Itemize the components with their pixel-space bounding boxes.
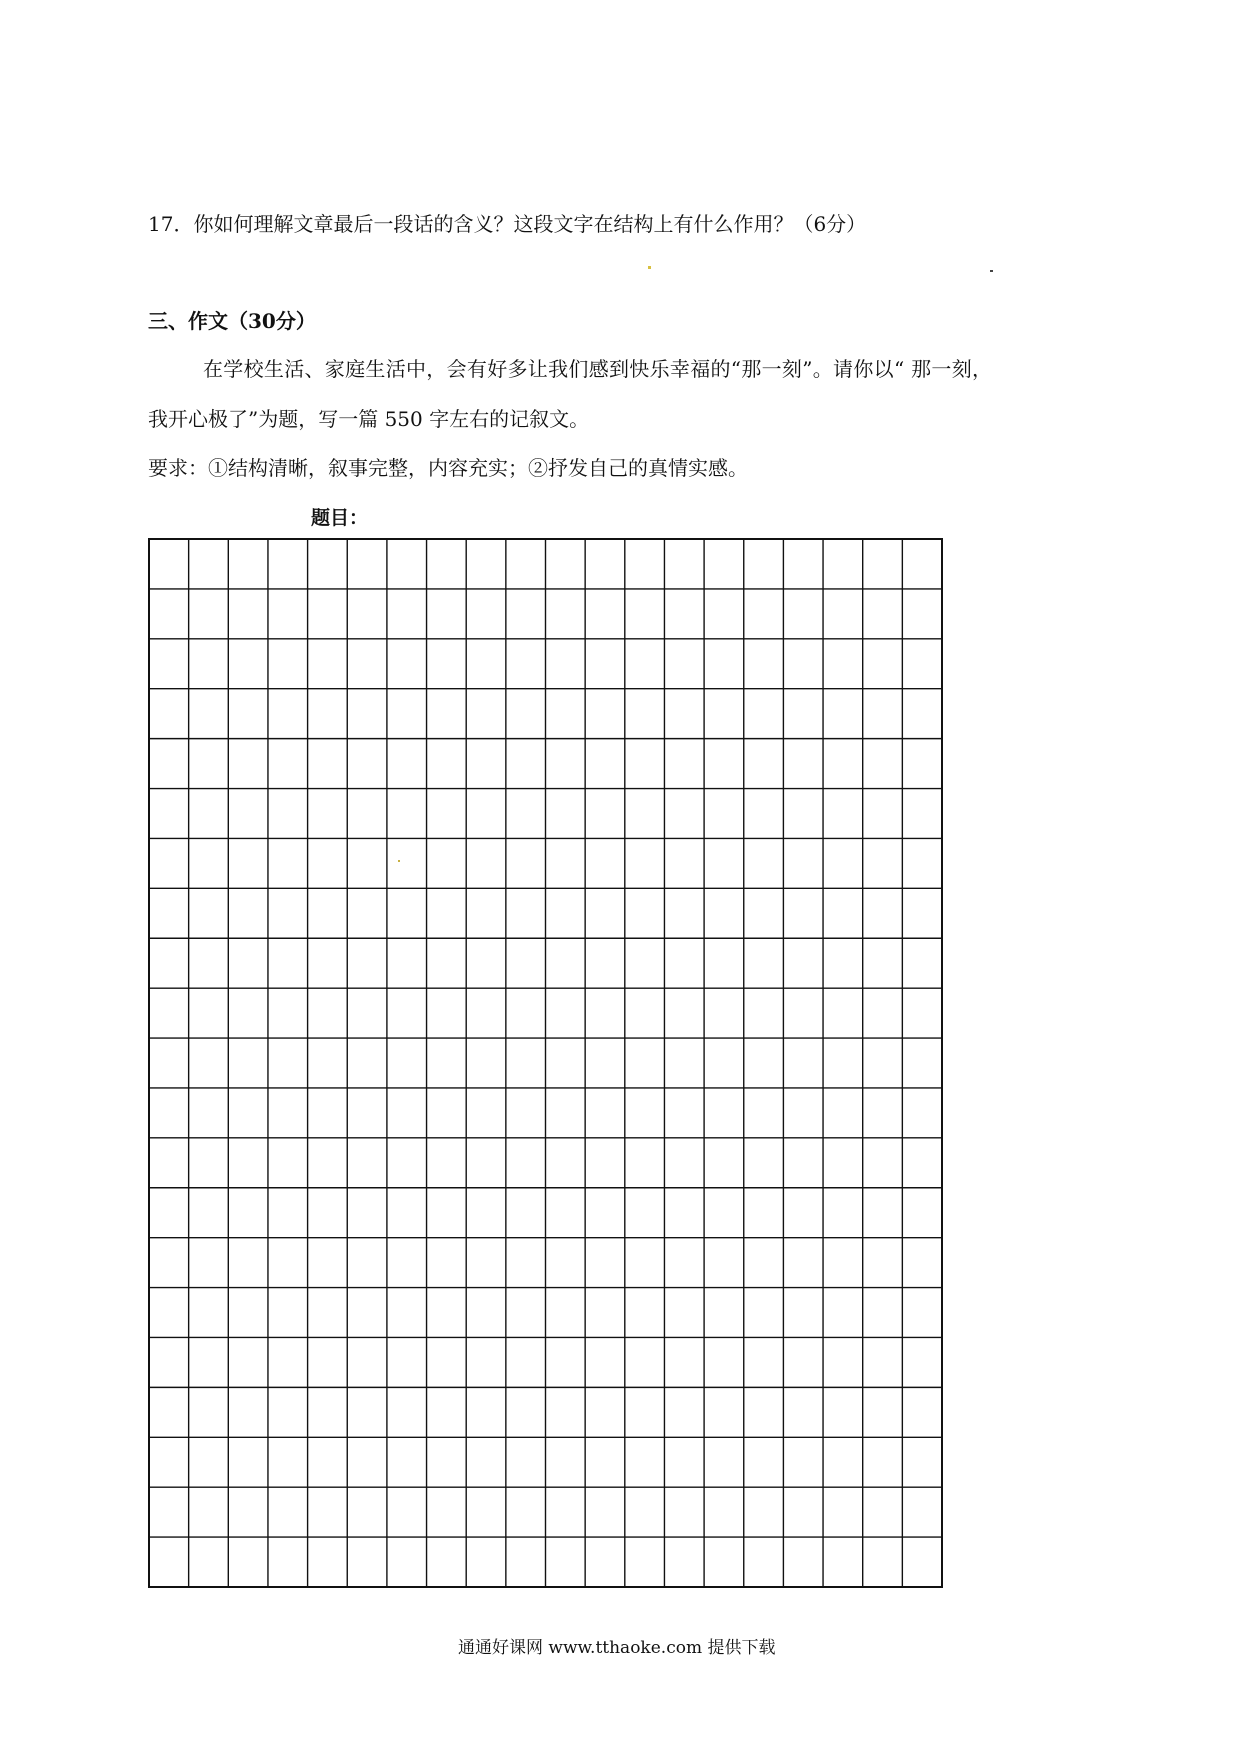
scan-speck xyxy=(990,270,993,272)
scan-speck xyxy=(648,266,651,269)
section-heading: 三、作文（30分） xyxy=(148,309,316,333)
writing-grid[interactable] xyxy=(148,538,943,1588)
essay-title-label: 题目： xyxy=(311,507,369,529)
essay-requirements: 要求：①结构清晰，叙事完整，内容充实；②抒发自己的真情实感。 xyxy=(148,456,748,480)
scan-speck xyxy=(398,860,400,862)
footer-text: 通通好课网 www.tthaoke.com 提供下载 xyxy=(458,1638,776,1658)
question-17: 17．你如何理解文章最后一段话的含义？这段文字在结构上有什么作用？（6分） xyxy=(148,212,867,236)
essay-prompt-line-2: 我开心极了”为题，写一篇 550 字左右的记叙文。 xyxy=(148,407,590,431)
essay-prompt-line-1: 在学校生活、家庭生活中，会有好多让我们感到快乐幸福的“那一刻”。请你以“ 那一刻， xyxy=(203,357,993,381)
